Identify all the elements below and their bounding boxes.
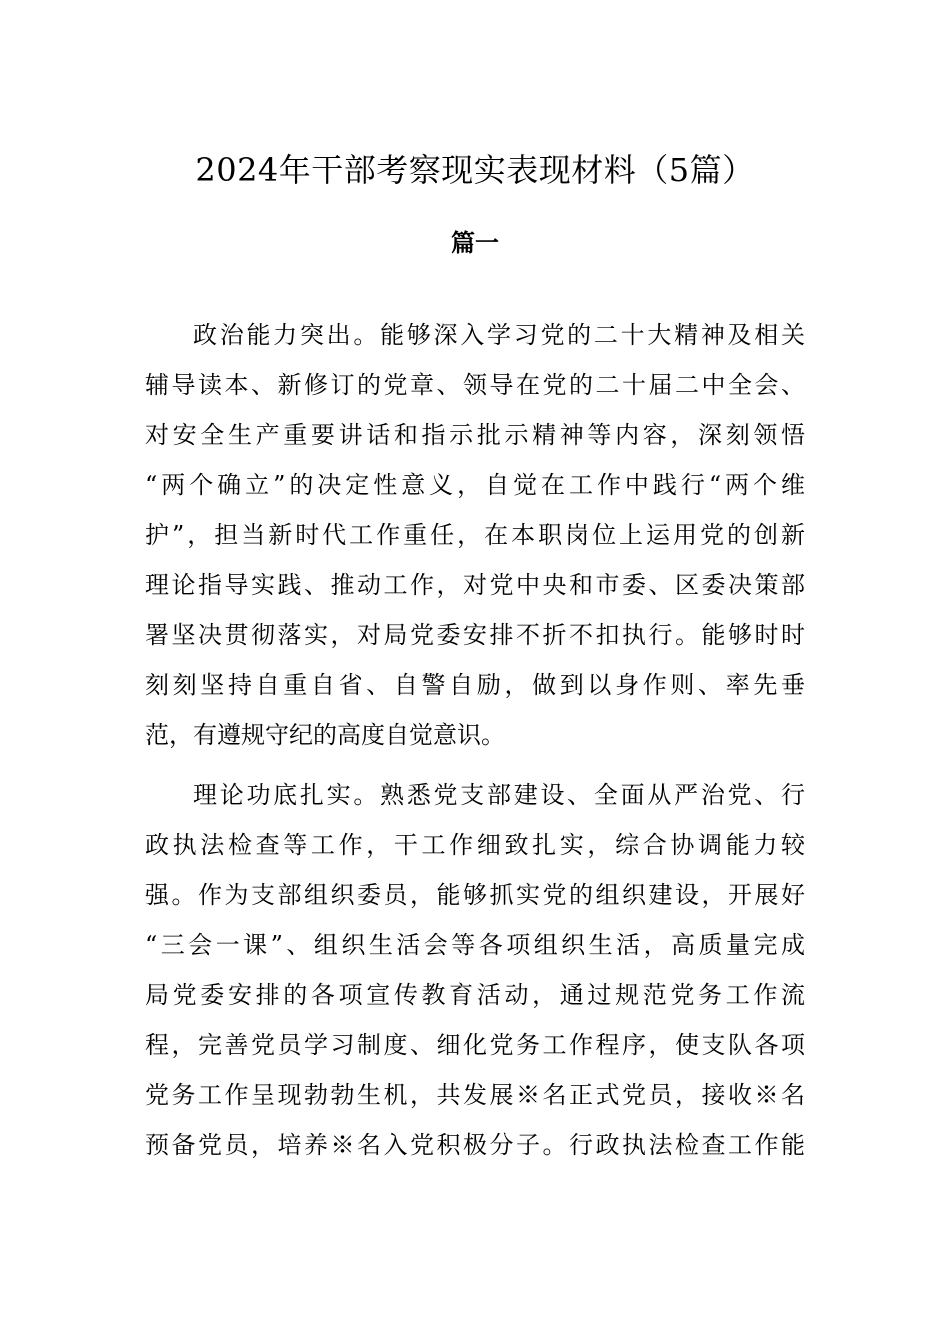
section-heading: 篇一 bbox=[451, 229, 499, 257]
paragraph-line: 党务工作呈现勃勃生机，共发展※名正式党员，接收※名 bbox=[145, 1081, 805, 1109]
document-title: 2024年干部考察现实表现材料（5篇） bbox=[195, 151, 755, 189]
paragraph-line: 局党委安排的各项宣传教育活动，通过规范党务工作流 bbox=[145, 981, 805, 1009]
paragraph-line: “三会一课”、组织生活会等各项组织生活，高质量完成 bbox=[145, 931, 805, 959]
paragraph-line: 预备党员，培养※名入党积极分子。行政执法检查工作能 bbox=[145, 1131, 805, 1159]
paragraph-line: 护”，担当新时代工作重任，在本职岗位上运用党的创新 bbox=[145, 521, 805, 549]
paragraph-line: 政治能力突出。能够深入学习党的二十大精神及相关 bbox=[193, 321, 805, 349]
paragraph-political-ability bbox=[145, 310, 805, 760]
paragraph-line: 政执法检查等工作，干工作细致扎实，综合协调能力较 bbox=[145, 831, 805, 859]
paragraph-line: 范，有遵规守纪的高度自觉意识。 bbox=[145, 721, 505, 749]
paragraph-line: 对安全生产重要讲话和指示批示精神等内容，深刻领悟 bbox=[145, 421, 805, 449]
paragraph-line: 强。作为支部组织委员，能够抓实党的组织建设，开展好 bbox=[145, 881, 805, 909]
paragraph-line: 署坚决贯彻落实，对局党委安排不折不扣执行。能够时时 bbox=[145, 621, 805, 649]
paragraph-line: 辅导读本、新修订的党章、领导在党的二十届二中全会、 bbox=[145, 371, 805, 399]
paragraph-theory-foundation bbox=[145, 770, 805, 1170]
paragraph-line: 刻刻坚持自重自省、自警自励，做到以身作则、率先垂 bbox=[145, 671, 805, 699]
paragraph-line: 理论指导实践、推动工作，对党中央和市委、区委决策部 bbox=[145, 571, 805, 599]
paragraph-line: 程，完善党员学习制度、细化党务工作程序，使支队各项 bbox=[145, 1031, 805, 1059]
paragraph-line: “两个确立”的决定性意义，自觉在工作中践行“两个维 bbox=[145, 471, 805, 499]
paragraph-line: 理论功底扎实。熟悉党支部建设、全面从严治党、行 bbox=[193, 781, 805, 809]
